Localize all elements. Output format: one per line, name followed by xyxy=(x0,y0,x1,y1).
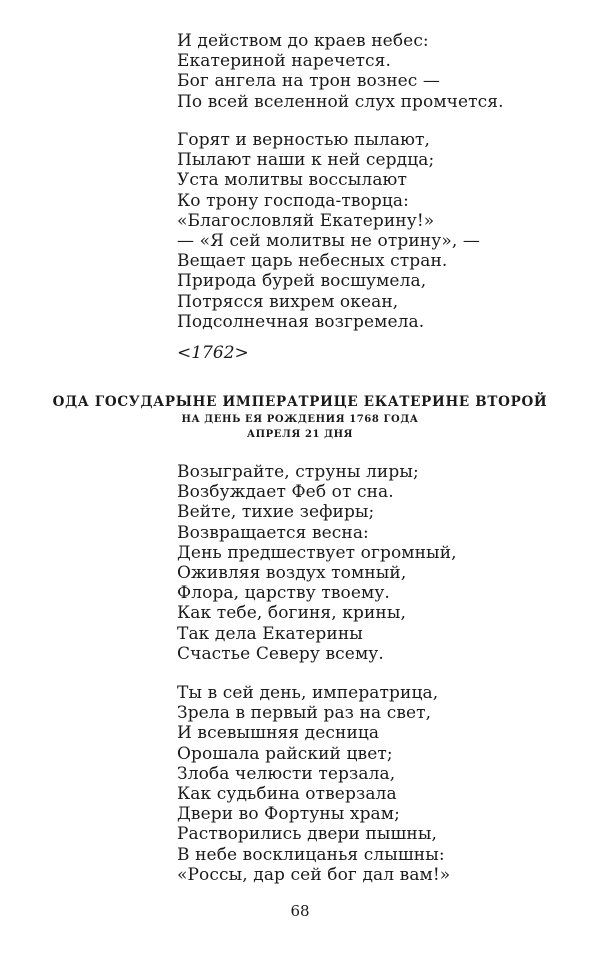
verse-line: И действом до краев небес: xyxy=(177,31,429,51)
verse-line: Орошала райский цвет; xyxy=(177,743,393,764)
verse-line: — «Я сей молитвы не отрину», — xyxy=(177,231,480,252)
verse-line: Природа бурей восшумела, xyxy=(177,271,427,292)
verse-line: Как судьбина отверзала xyxy=(177,784,397,805)
verse-line: Как тебе, богиня, крины, xyxy=(177,603,406,624)
poem-stanza xyxy=(177,31,504,112)
verse-line: День предшествует огромный, xyxy=(177,542,457,563)
verse-line: Подсолнечная возгремела. xyxy=(177,311,425,332)
verse-line: Флора, царству твоему. xyxy=(177,583,390,604)
verse-line: Растворились двери пышны, xyxy=(177,824,437,845)
verse-line: «Россы, дар сей бог дал вам!» xyxy=(177,864,451,885)
verse-line: По всей вселенной слух промчется. xyxy=(177,91,504,112)
ode-stanza xyxy=(177,462,457,664)
ode-title: ОДА ГОСУДАРЫНЕ ИМПЕРАТРИЦЕ ЕКАТЕРИНЕ ВТОРОЙ xyxy=(52,394,548,410)
verse-line: Счастье Северу всему. xyxy=(177,643,384,664)
ode-stanza xyxy=(177,683,450,885)
verse-line: В небе восклицанья слышны: xyxy=(177,844,445,865)
verse-line: Злоба челюсти терзала, xyxy=(177,763,396,784)
verse-line: Вещает царь небесных стран. xyxy=(177,251,448,272)
verse-line: Так дела Екатерины xyxy=(177,623,363,644)
verse-line: Пылают наши к ней сердца; xyxy=(177,150,435,171)
verse-line: «Благословляй Екатерину!» xyxy=(177,210,435,231)
verse-line: И всевышняя десница xyxy=(177,723,380,744)
verse-line: Вейте, тихие зефиры; xyxy=(177,502,375,523)
ode-subtitle: НА ДЕНЬ ЕЯ РОЖДЕНИЯ 1768 ГОДА xyxy=(181,414,419,425)
verse-line: Горят и верностью пылают, xyxy=(177,130,431,150)
verse-line: Двери во Фортуны храм; xyxy=(177,804,400,825)
poem-date: <1762> xyxy=(177,343,249,363)
verse-line: Екатериной наречется. xyxy=(177,51,392,72)
page-number: 68 xyxy=(290,902,310,920)
verse-line: Уста молитвы воссылают xyxy=(177,170,407,191)
verse-line: Ты в сей день, императрица, xyxy=(177,683,439,703)
verse-line: Зрела в первый раз на свет, xyxy=(177,703,432,724)
verse-line: Потрясся вихрем океан, xyxy=(177,291,399,312)
poem-stanza xyxy=(177,130,480,332)
ode-subtitle: АПРЕЛЯ 21 ДНЯ xyxy=(246,429,354,440)
verse-line: Возыграйте, струны лиры; xyxy=(177,462,419,482)
verse-line: Ко трону господа-творца: xyxy=(177,190,409,211)
verse-line: Возвращается весна: xyxy=(177,522,369,543)
verse-line: Бог ангела на трон вознес — xyxy=(177,71,441,92)
verse-line: Возбуждает Феб от сна. xyxy=(177,482,394,503)
verse-line: Оживляя воздух томный, xyxy=(177,563,407,584)
